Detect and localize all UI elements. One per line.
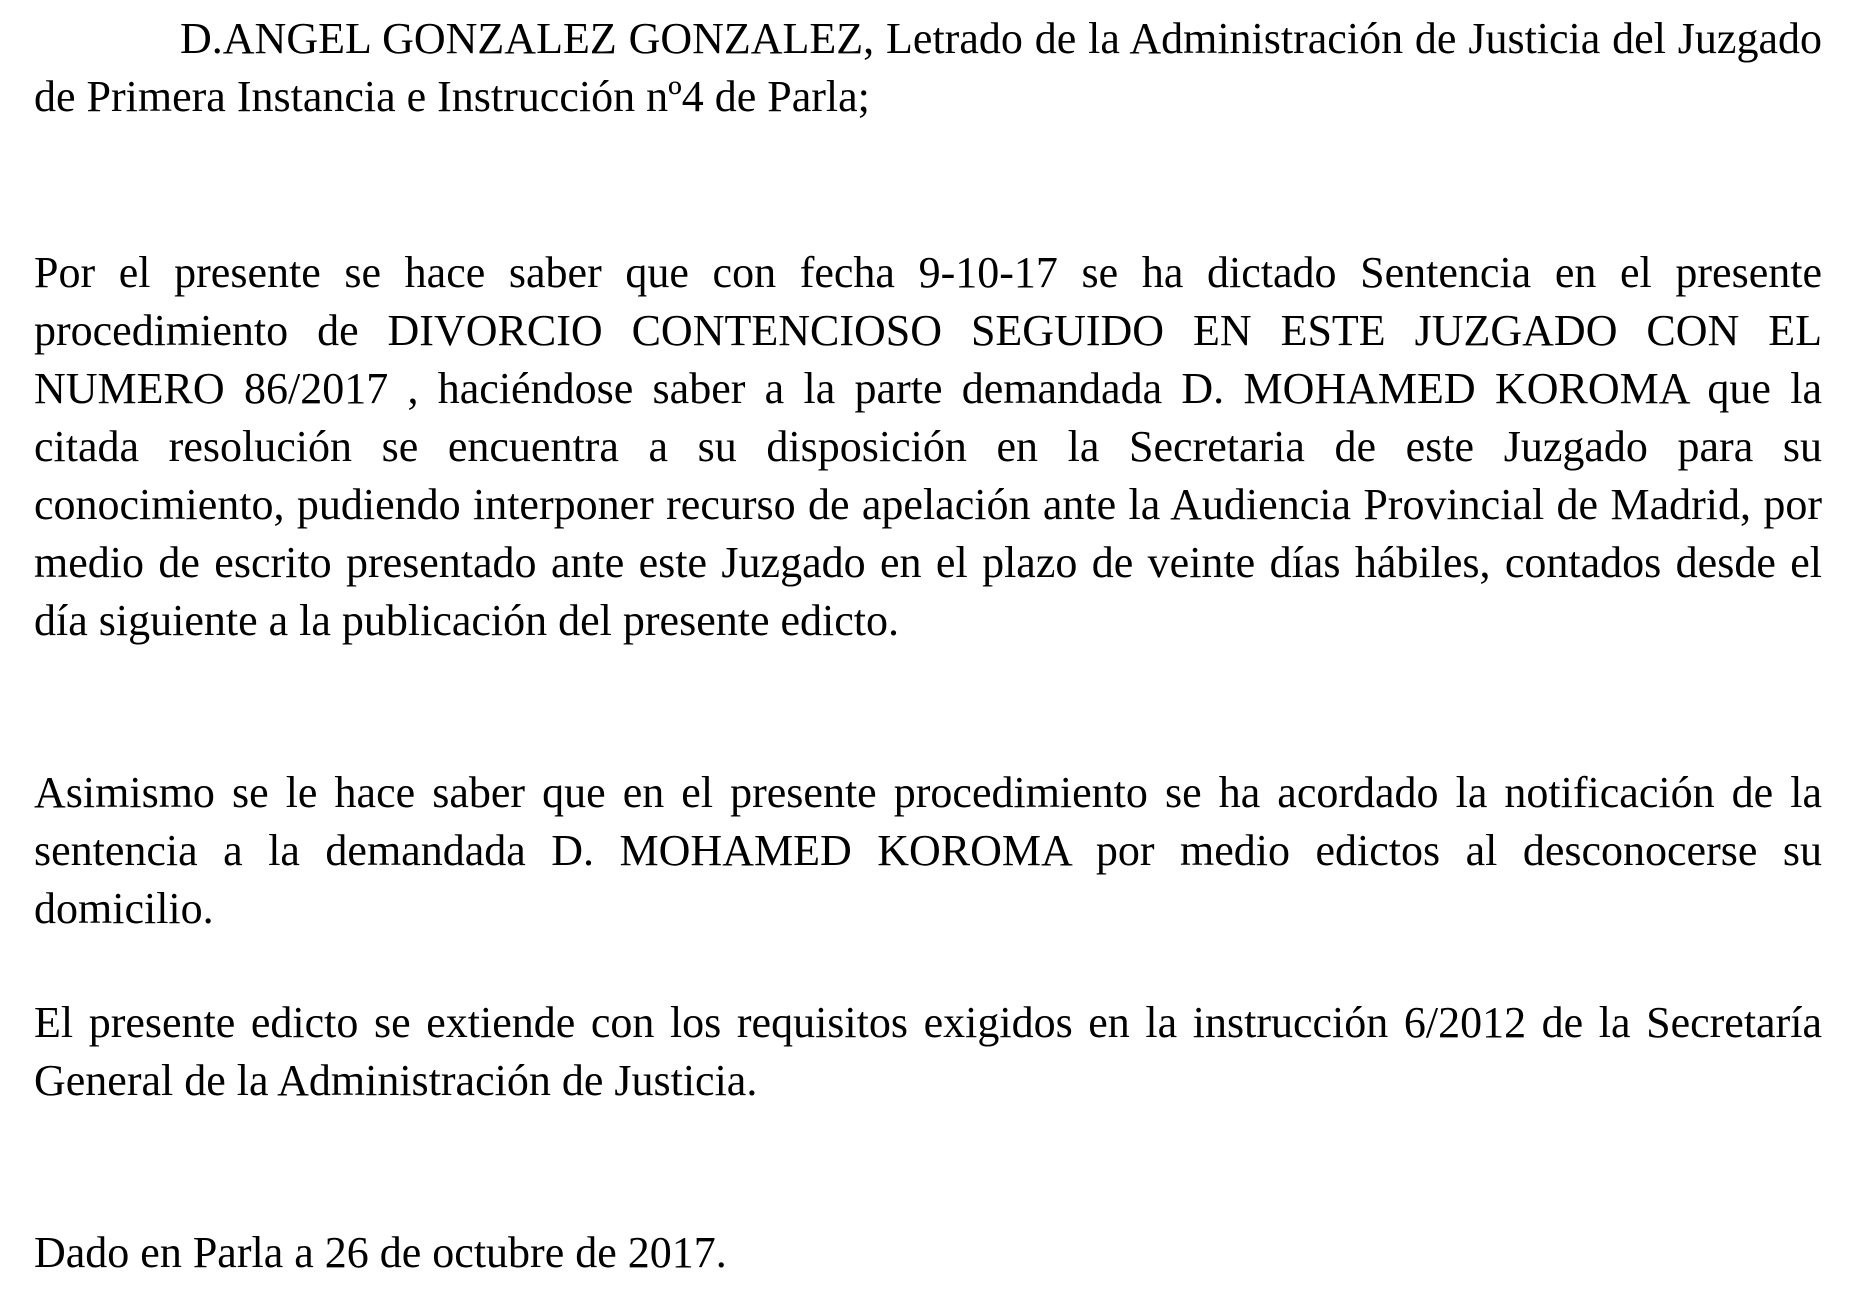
- document-header: D.ANGEL GONZALEZ GONZALEZ, Letrado de la Administración de Justicia del Juzgado de Primera Instancia e Instrucción nº4 de Parla;: [34, 14, 1822, 121]
- closing-line: Dado en Parla a 26 de octubre de 2017.: [34, 1228, 727, 1277]
- paragraph-requisitos: El presente edicto se extiende con los requisitos exigidos en la instrucción 6/2012 de la Secretaría General de la Administración de Justicia.: [34, 998, 1822, 1105]
- paragraph-sentencia: Por el presente se hace saber que con fecha 9-10-17 se ha dictado Sentencia en el presente procedimiento de DIVORCIO CONTENCIOSO SEGUIDO EN ESTE JUZGADO CON EL NUMERO 86/2017 , haciéndose saber a la parte demandada D. MOHAMED KOROMA que la citada resolución se encuentra a su disposición en la Secretaria de este Juzgado para su conocimiento, pudiendo interponer recurso de apelación ante la Audiencia Provincial de Madrid, por medio de escrito presentado ante este Juzgado en el plazo de veinte días hábiles, contados desde el día siguiente a la publicación del presente edicto.: [34, 248, 1822, 645]
- paragraph-notificacion: Asimismo se le hace saber que en el presente procedimiento se ha acordado la notificación de la sentencia a la demandada D. MOHAMED KOROMA por medio edictos al desconocerse su domicilio.: [34, 768, 1822, 933]
